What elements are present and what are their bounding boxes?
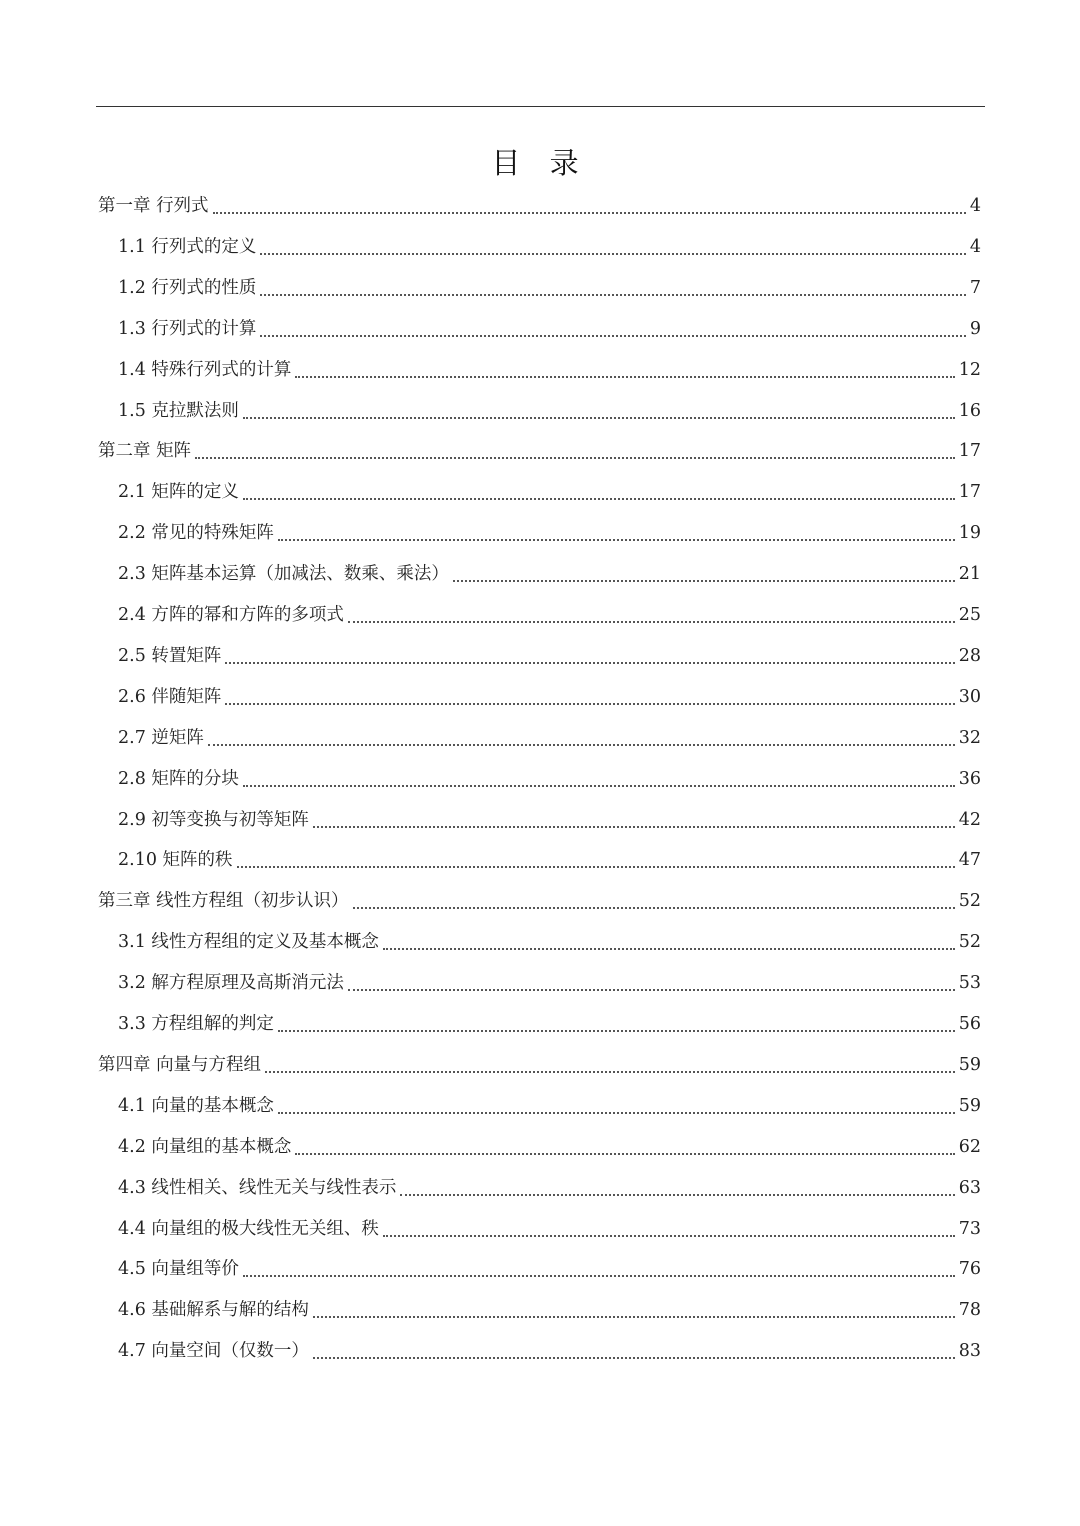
dot-leader: [313, 826, 955, 828]
toc-entry-label: 2.8 矩阵的分块: [118, 768, 239, 789]
toc-entry-page-number: 16: [958, 400, 981, 421]
toc-section-entry[interactable]: [118, 474, 981, 510]
toc-entry-label: 第二章 矩阵: [98, 441, 192, 462]
toc-section-entry[interactable]: [118, 1170, 981, 1206]
dot-leader: [348, 989, 955, 991]
dot-leader: [195, 457, 955, 459]
toc-chapter-entry[interactable]: [98, 883, 981, 919]
toc-entry-label: 3.3 方程组解的判定: [118, 1014, 274, 1034]
toc-section-entry[interactable]: [118, 311, 981, 347]
toc-section-entry[interactable]: [118, 229, 981, 265]
toc-entry-page-number: 63: [958, 1177, 981, 1198]
toc-section-entry[interactable]: [118, 842, 981, 878]
toc-chapter-entry[interactable]: [98, 433, 981, 469]
toc-chapter-entry[interactable]: [98, 188, 981, 224]
toc-section-entry[interactable]: [118, 515, 981, 551]
dot-leader: [295, 376, 954, 378]
dot-leader: [313, 1357, 955, 1359]
toc-entry-label: 2.2 常见的特殊矩阵: [118, 523, 274, 544]
dot-leader: [208, 744, 955, 746]
dot-leader: [265, 1071, 955, 1073]
toc-entry-label: 1.5 克拉默法则: [118, 400, 239, 421]
dot-leader: [243, 785, 955, 787]
toc-section-entry[interactable]: [118, 1292, 981, 1328]
toc-entry-page-number: 83: [958, 1341, 981, 1362]
dot-leader: [243, 1275, 955, 1277]
dot-leader: [400, 1194, 954, 1196]
toc-entry-page-number: 73: [958, 1218, 981, 1239]
toc-section-entry[interactable]: [118, 802, 981, 838]
toc-section-entry[interactable]: [118, 638, 981, 674]
toc-entry-page-number: 4: [969, 236, 981, 257]
toc-entry-page-number: 76: [958, 1259, 981, 1280]
toc-entry-page-number: 62: [958, 1136, 981, 1157]
dot-leader: [348, 621, 955, 623]
toc-section-entry[interactable]: [118, 720, 981, 756]
toc-entry-label: 2.7 逆矩阵: [118, 727, 204, 748]
toc-entry-page-number: 9: [969, 318, 981, 339]
toc-entry-label: 1.4 特殊行列式的计算: [118, 359, 292, 380]
toc-entry-label: 4.3 线性相关、线性无关与线性表示: [118, 1177, 397, 1198]
toc-entry-page-number: 47: [958, 850, 981, 871]
toc-section-entry[interactable]: [118, 1006, 981, 1042]
dot-leader: [243, 498, 955, 500]
toc-entry-label: 4.7 向量空间（仅数一）: [118, 1341, 309, 1362]
toc-section-entry[interactable]: [118, 1088, 981, 1124]
toc-section-entry[interactable]: [118, 1333, 981, 1369]
dot-leader: [260, 294, 965, 296]
toc-entry-page-number: 32: [958, 727, 981, 748]
toc-entry-page-number: 17: [958, 482, 981, 503]
toc-entry-label: 3.1 线性方程组的定义及基本概念: [118, 932, 379, 953]
dot-leader: [243, 417, 955, 419]
toc-entry-label: 2.5 转置矩阵: [118, 645, 222, 666]
toc-entry-label: 4.5 向量组等价: [118, 1259, 239, 1280]
dot-leader: [237, 866, 955, 868]
toc-entry-label: 第一章 行列式: [98, 196, 209, 216]
toc-entry-page-number: 12: [958, 359, 981, 380]
dot-leader: [383, 948, 955, 950]
toc-section-entry[interactable]: [118, 1211, 981, 1247]
dot-leader: [225, 662, 954, 664]
dot-leader: [260, 253, 965, 255]
toc-entry-page-number: 25: [958, 605, 981, 625]
dot-leader: [453, 580, 955, 582]
toc-entry-page-number: 7: [969, 277, 981, 298]
dot-leader: [313, 1316, 955, 1318]
toc-entry-page-number: 36: [958, 768, 981, 789]
toc-entry-page-number: 59: [958, 1054, 981, 1075]
toc-entry-label: 1.2 行列式的性质: [118, 277, 257, 298]
toc-section-entry[interactable]: [118, 1251, 981, 1287]
toc-section-entry[interactable]: [118, 270, 981, 306]
toc-entry-page-number: 42: [958, 809, 981, 830]
dot-leader: [225, 703, 954, 705]
dot-leader: [383, 1235, 955, 1237]
toc-entry-label: 2.10 矩阵的秩: [118, 850, 233, 871]
dot-leader: [278, 1030, 955, 1032]
toc-entry-label: 3.2 解方程原理及高斯消元法: [118, 973, 344, 994]
dot-leader: [295, 1153, 954, 1155]
toc-section-entry[interactable]: [118, 352, 981, 388]
toc-entry-label: 2.4 方阵的幂和方阵的多项式: [118, 605, 344, 625]
toc-entry-label: 4.1 向量的基本概念: [118, 1095, 274, 1116]
toc-section-entry[interactable]: [118, 556, 981, 592]
header-rule: [96, 106, 985, 107]
dot-leader: [278, 539, 955, 541]
toc-entry-page-number: 30: [958, 686, 981, 707]
toc-entry-label: 1.3 行列式的计算: [118, 318, 257, 339]
toc-section-entry[interactable]: [118, 924, 981, 960]
toc-entry-label: 4.4 向量组的极大线性无关组、秩: [118, 1218, 379, 1239]
toc-entry-page-number: 53: [958, 973, 981, 994]
toc-entry-page-number: 78: [958, 1300, 981, 1321]
toc-entry-label: 4.6 基础解系与解的结构: [118, 1300, 309, 1321]
toc-entry-page-number: 19: [958, 523, 981, 544]
toc-entry-label: 4.2 向量组的基本概念: [118, 1136, 292, 1157]
toc-entry-page-number: 56: [958, 1014, 981, 1034]
toc-entry-label: 1.1 行列式的定义: [118, 236, 257, 257]
toc-entry-page-number: 4: [969, 196, 981, 216]
toc-section-entry[interactable]: [118, 597, 981, 633]
page-title: 目 录: [491, 146, 589, 180]
toc-entry-page-number: 59: [958, 1095, 981, 1116]
toc-section-entry[interactable]: [118, 393, 981, 429]
toc-entry-label: 第四章 向量与方程组: [98, 1054, 262, 1075]
toc-section-entry[interactable]: [118, 679, 981, 715]
toc-chapter-entry[interactable]: [98, 1047, 981, 1083]
toc-entry-label: 第三章 线性方程组（初步认识）: [98, 891, 349, 912]
toc-entry-label: 2.9 初等变换与初等矩阵: [118, 809, 309, 830]
dot-leader: [213, 212, 966, 214]
toc-entry-page-number: 17: [958, 441, 981, 462]
toc-entry-page-number: 52: [958, 891, 981, 912]
toc-entry-label: 2.3 矩阵基本运算（加减法、数乘、乘法）: [118, 564, 449, 585]
toc-section-entry[interactable]: [118, 965, 981, 1001]
toc-entry-page-number: 28: [958, 645, 981, 666]
toc-entry-page-number: 52: [958, 932, 981, 953]
toc-entry-page-number: 21: [958, 564, 981, 585]
toc-entry-label: 2.1 矩阵的定义: [118, 482, 239, 503]
dot-leader: [278, 1112, 955, 1114]
dot-leader: [353, 907, 955, 909]
toc-entry-label: 2.6 伴随矩阵: [118, 686, 222, 707]
toc-section-entry[interactable]: [118, 761, 981, 797]
toc-section-entry[interactable]: [118, 1129, 981, 1165]
dot-leader: [260, 335, 965, 337]
